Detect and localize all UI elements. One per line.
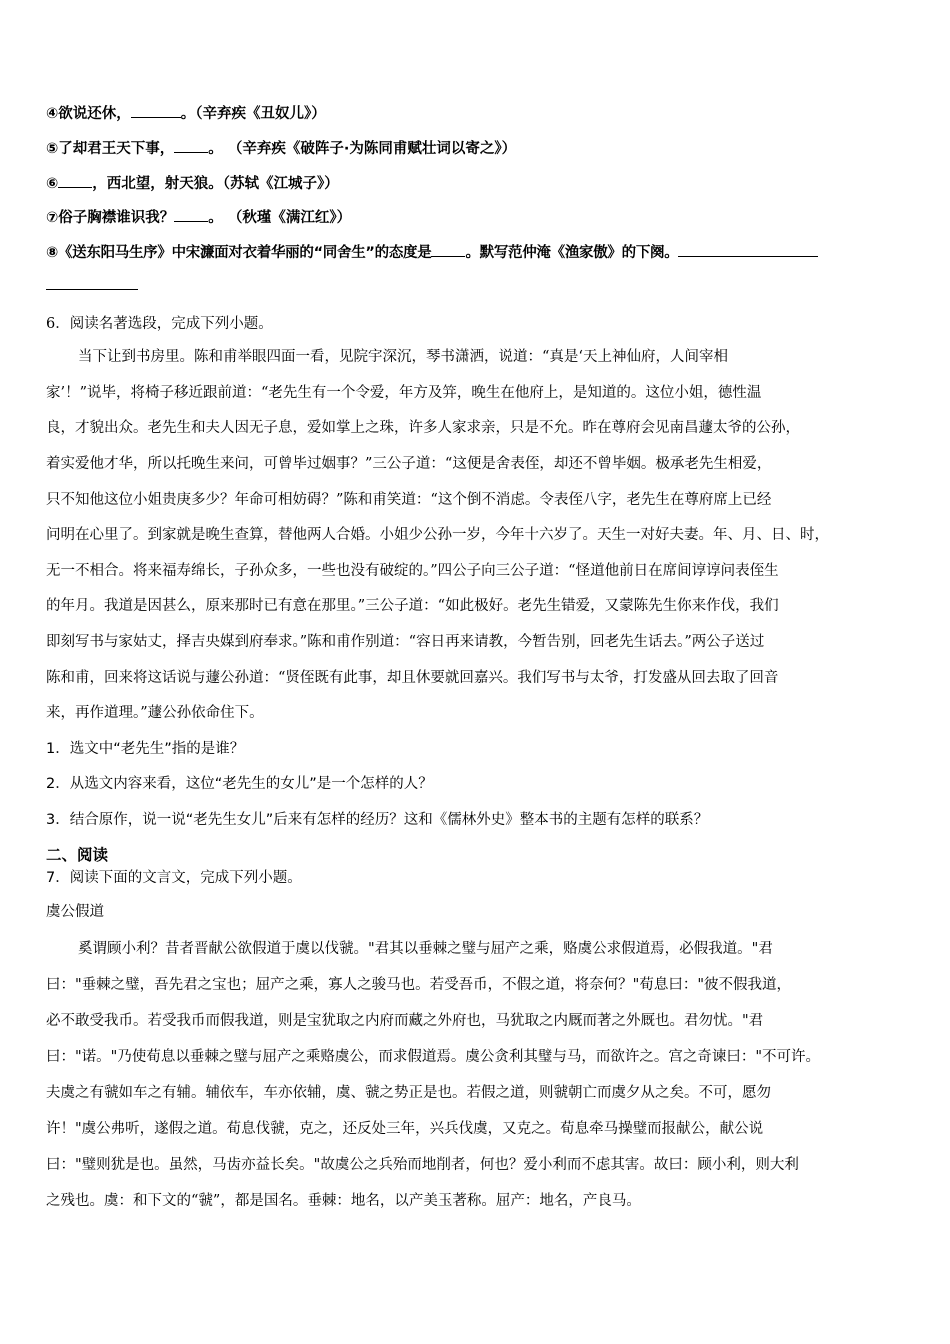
answer-blank[interactable]	[174, 138, 208, 153]
answer-blank[interactable]	[131, 103, 181, 118]
item-source: ，西北望，射天狼。（苏轼《江城子》）	[92, 176, 339, 192]
passage-line: 家’！”说毕，将椅子移近跟前道：“老先生有一个令爱，年方及笄，晚生在他府上，是知道的。这位小姐，德性温	[46, 385, 762, 401]
passage-line: 曰："垂棘之璧，吾先君之宝也；屈产之乘，寡人之骏马也。若受吾币，不假之道，将奈何？"荀息曰："彼不假我道，	[46, 977, 792, 993]
answer-blank-continued[interactable]	[46, 289, 138, 290]
passage-line: 当下让到书房里。陈和甫举眼四面一看，见院宇深沉，琴书潇洒，说道：“真是‘天上神仙府，人间宰相	[78, 349, 729, 365]
q6-title: 6．阅读名著选段，完成下列小题。	[46, 316, 273, 332]
passage-line: 奚谓顾小利？昔者晋献公欲假道于虞以伐虢。"君其以垂棘之璧与屈产之乘，赂虞公求假道焉，必假我道。"君	[78, 941, 773, 957]
q6-subquestion-2: 2．从选文内容来看，这位“老先生的女儿”是一个怎样的人？	[46, 776, 433, 792]
answer-blank[interactable]	[431, 242, 465, 257]
item-text-continued: 。默写范仲淹《渔家傲》的下阕。	[465, 245, 679, 261]
item-text: ⑧《送东阳马生序》中宋濂面对衣着华丽的“同舍生”的态度是	[46, 245, 432, 261]
item-text: ⑤了却君王天下事，	[46, 141, 175, 157]
item-text: ⑥	[46, 176, 59, 192]
item-source: 。 （辛弃疾《破阵子·为陈同甫赋壮词以寄之》）	[208, 141, 517, 157]
passage-line: 曰："诺。"乃使荀息以垂棘之璧与屈产之乘赂虞公，而求假道焉。虞公贪利其璧与马，而欲许之。宫之奇谏曰："不可许。	[46, 1049, 821, 1065]
q7-passage-title: 虞公假道	[46, 904, 104, 920]
passage-line: 良，才貌出众。老先生和夫人因无子息，爱如掌上之珠，许多人家求亲，只是不允。昨在尊府会见南昌蘧太爷的公孙，	[46, 420, 800, 436]
passage-line: 问明在心里了。到家就是晚生查算，替他两人合婚。小姐少公孙一岁，今年十六岁了。天生一对好夫妻。年、月、日、时，	[46, 527, 829, 543]
q6-subquestion-1: 1．选文中“老先生”指的是谁？	[46, 741, 245, 757]
passage-line: 只不知他这位小姐贵庚多少？年命可相妨碍？”陈和甫笑道：“这个倒不消虑。令表侄八字，老先生在尊府席上已经	[46, 492, 772, 508]
passage-line: 夫虞之有虢如车之有辅。辅依车，车亦依辅，虞、虢之势正是也。若假之道，则虢朝亡而虞夕从之矣。不可，愿勿	[46, 1085, 771, 1101]
item-text: ④欲说还休，	[46, 106, 131, 122]
fill-blank-item-7	[46, 206, 351, 227]
item-source: 。（辛弃疾《丑奴儿》）	[180, 106, 326, 122]
fill-blank-item-8	[46, 241, 818, 262]
passage-line: 曰："璧则犹是也。虽然，马齿亦益长矣。"故虞公之兵殆而地削者，何也？爱小利而不虑其害。故曰：顾小利，则大利	[46, 1157, 799, 1173]
fill-blank-item-6	[46, 172, 339, 193]
passage-line: 的年月。我道是因甚么，原来那时已有意在那里。”三公子道：“如此极好。老先生错爱，又蒙陈先生你来作伐，我们	[46, 598, 779, 614]
passage-line: 陈和甫，回来将这话说与蘧公孙道：“贤侄既有此事，却且休要就回嘉兴。我们写书与太爷，打发盛从回去取了回音	[46, 670, 779, 686]
passage-line: 无一不相合。将来福寿绵长，子孙众多，一些也没有破绽的。”四公子向三公子道：“怪道他前日在席间谆谆问表侄生	[46, 563, 779, 579]
answer-blank-long[interactable]	[678, 242, 818, 257]
q7-title: 7．阅读下面的文言文，完成下列小题。	[46, 870, 302, 886]
passage-line: 之残也。虞：和下文的“虢”，都是国名。垂棘：地名，以产美玉著称。屈产：地名，产良马。	[46, 1193, 641, 1209]
q6-subquestion-3: 3．结合原作，说一说“老先生女儿”后来有怎样的经历？这和《儒林外史》整本书的主题有怎样的联系？	[46, 812, 709, 828]
section-heading: 二、阅读	[46, 846, 109, 864]
fill-blank-item-4	[46, 102, 326, 123]
fill-blank-item-5	[46, 137, 516, 158]
passage-line: 必不敢受我币。若受我币而假我道，则是宝犹取之内府而藏之外府也，马犹取之内厩而著之外厩也。君勿忧。"君	[46, 1013, 764, 1029]
passage-line: 着实爱他才华，所以托晚生来问，可曾毕过姻事？”三公子道：“这便是舍表侄，却还不曾毕姻。极承老先生相爱，	[46, 456, 772, 472]
item-text: ⑦俗子胸襟谁识我？	[46, 210, 175, 226]
passage-line: 许！"虞公弗听，遂假之道。荀息伐虢，克之，还反处三年，兴兵伐虞，又克之。荀息牵马操璧而报献公，献公说	[46, 1121, 764, 1137]
answer-blank[interactable]	[174, 207, 208, 222]
passage-line: 即刻写书与家姑丈，择吉央媒到府奉求。”陈和甫作别道：“容日再来请教，今暂告别，回老先生话去。”两公子送过	[46, 634, 765, 650]
item-source: 。 （秋瑾《满江红》）	[208, 210, 352, 226]
passage-line: 来，再作道理。”蘧公孙依命住下。	[46, 705, 264, 721]
answer-blank[interactable]	[58, 173, 92, 188]
